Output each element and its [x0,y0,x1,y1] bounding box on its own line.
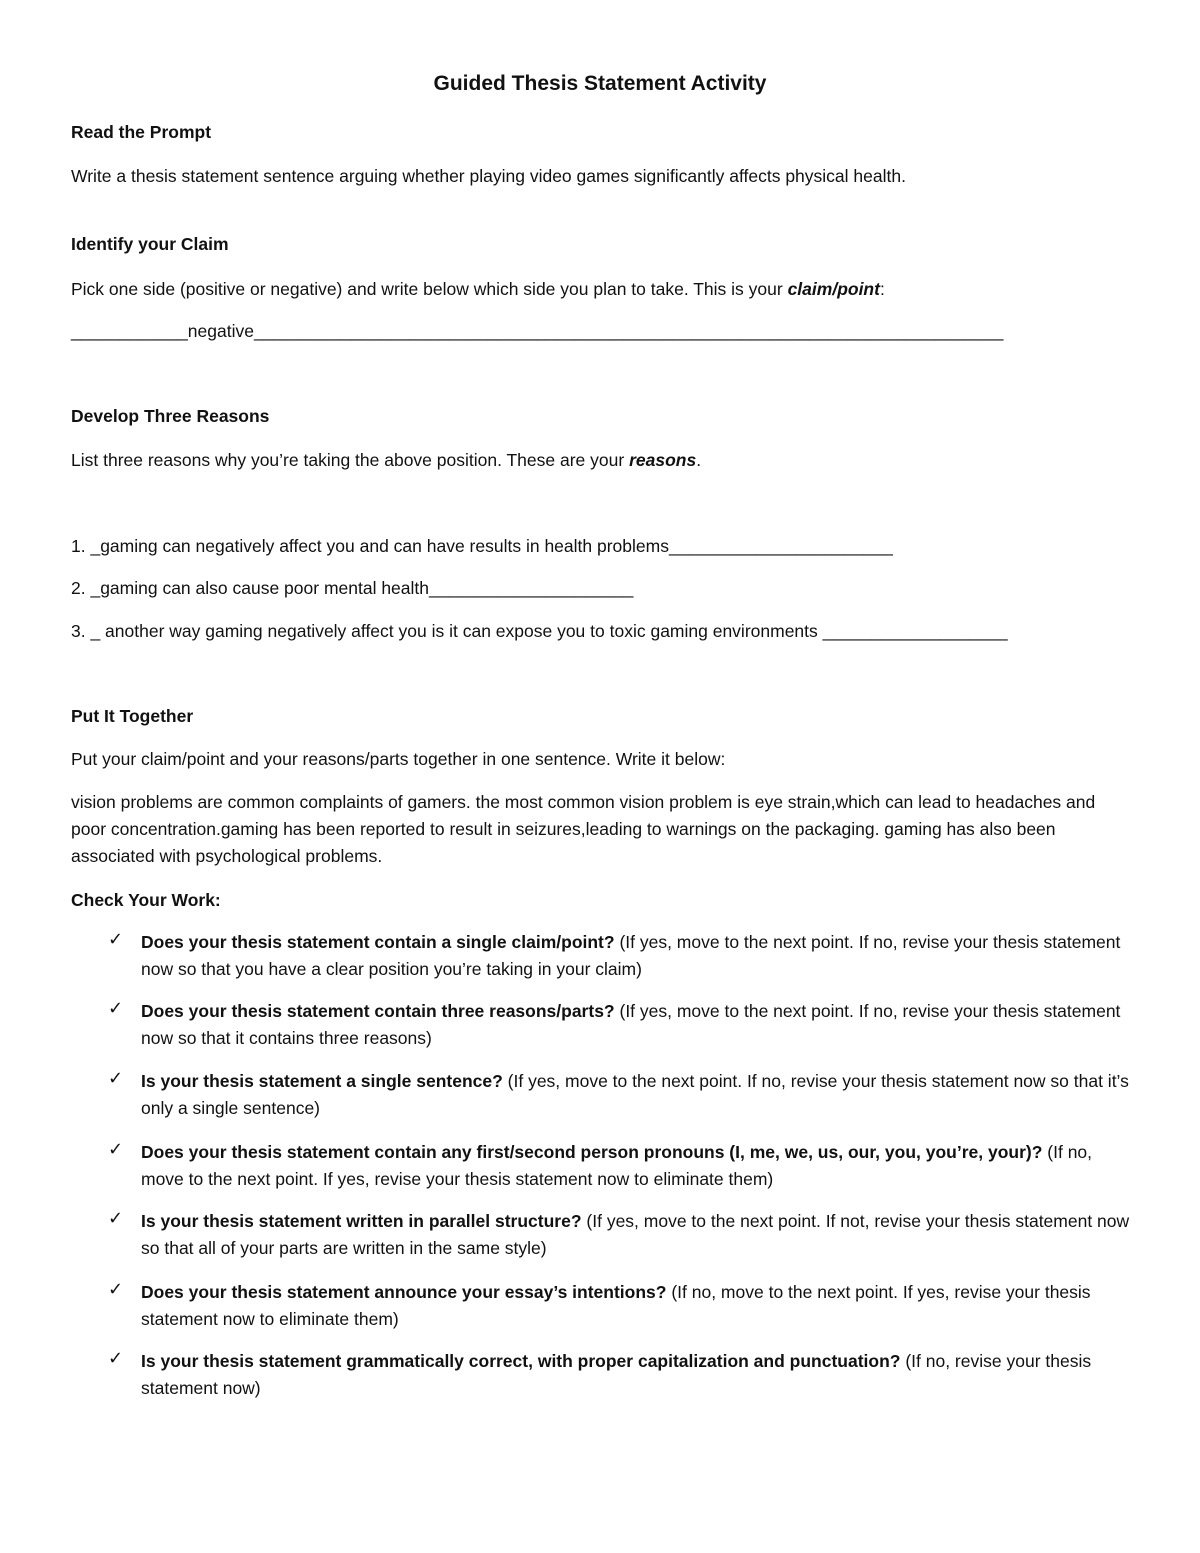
checklist-question: Is your thesis statement written in parallel structure? [141,1211,582,1231]
reason-item-3: 3. _ another way gaming negatively affect you is it can expose you to toxic gaming environments ___________________ [71,621,1008,641]
checklist-text [141,1068,1136,1122]
checklist-guidance: (If yes, move to the next point. If no, revise your thesis statement now so that it contains three reasons) [141,1001,1121,1048]
checkmark-icon: ✓ [108,1139,124,1159]
checklist-question: Does your thesis statement contain three reasons/parts? [141,1001,615,1021]
claim-heading: Identify your Claim [71,234,229,254]
claim-instruction-end: : [879,279,885,299]
checkmark-icon: ✓ [108,1279,124,1299]
checkmark-icon: ✓ [108,998,124,1018]
together-heading: Put It Together [71,706,194,726]
reasons-instruction-emphasis: reasons [629,450,697,470]
reason-item-2: 2. _gaming can also cause poor mental health_____________________ [71,578,634,598]
checklist-text [141,1139,1136,1193]
prompt-text: Write a thesis statement sentence arguing whether playing video games significantly affects physical health. [71,166,906,186]
checklist-guidance: (If no, move to the next point. If yes, revise your thesis statement now to eliminate them) [141,1142,1093,1189]
checkmark-icon: ✓ [108,929,124,949]
checklist-question: Is your thesis statement grammatically correct, with proper capitalization and punctuation? [141,1351,901,1371]
checklist-guidance: (If yes, move to the next point. If no, revise your thesis statement now so that it’s only a single sentence) [141,1071,1129,1118]
reasons-instruction [71,450,701,471]
reasons-instruction-start: List three reasons why you’re taking the above position. These are your [71,450,630,470]
claim-instruction-start: Pick one side (positive or negative) and write below which side you plan to take. This is your [71,279,788,299]
checklist-text [141,1279,1136,1333]
together-instruction: Put your claim/point and your reasons/parts together in one sentence. Write it below: [71,749,726,769]
checklist-text [141,1348,1136,1402]
claim-instruction [71,279,885,300]
reasons-heading: Develop Three Reasons [71,406,270,426]
checklist-text [141,998,1136,1052]
checklist-question: Does your thesis statement contain any first/second person pronouns (I, me, we, us, our, you, you’re, your)? [141,1142,1043,1162]
checklist-guidance: (If yes, move to the next point. If no, revise your thesis statement now so that you have a clear position you’re taking in your claim) [141,932,1121,979]
checkmark-icon: ✓ [108,1068,124,1088]
claim-instruction-emphasis: claim/point [787,279,880,299]
reason-item-1: 1. _gaming can negatively affect you and can have results in health problems_______________________ [71,536,893,556]
checkmark-icon: ✓ [108,1208,124,1228]
checklist-question: Does your thesis statement announce your essay’s intentions? [141,1282,667,1302]
thesis-answer: vision problems are common complaints of gamers. the most common vision problem is eye strain,which can lead to headaches and poor concentration.gaming has been reported to result in seizures,leading to warnings on the packaging. gaming has also been associated with psychological problems. [71,792,1096,866]
reasons-instruction-end: . [696,450,702,470]
checklist-guidance: (If no, revise your thesis statement now) [141,1351,1092,1398]
checklist-guidance: (If yes, move to the next point. If not, revise your thesis statement now so that all of your parts are written in the same style) [141,1211,1130,1258]
checkmark-icon: ✓ [108,1348,124,1368]
checklist-question: Is your thesis statement a single sentence? [141,1071,503,1091]
checklist-guidance: (If no, move to the next point. If yes, revise your thesis statement now to eliminate them) [141,1282,1091,1329]
checklist-text [141,1208,1136,1262]
checklist-text [141,929,1136,983]
checklist-question: Does your thesis statement contain a single claim/point? [141,932,615,952]
claim-answer-line: ____________negative_____________________________________________________________________________ [71,321,1004,341]
read-prompt-heading: Read the Prompt [71,122,212,142]
check-heading: Check Your Work: [71,890,221,910]
page-title: Guided Thesis Statement Activity [433,72,767,95]
